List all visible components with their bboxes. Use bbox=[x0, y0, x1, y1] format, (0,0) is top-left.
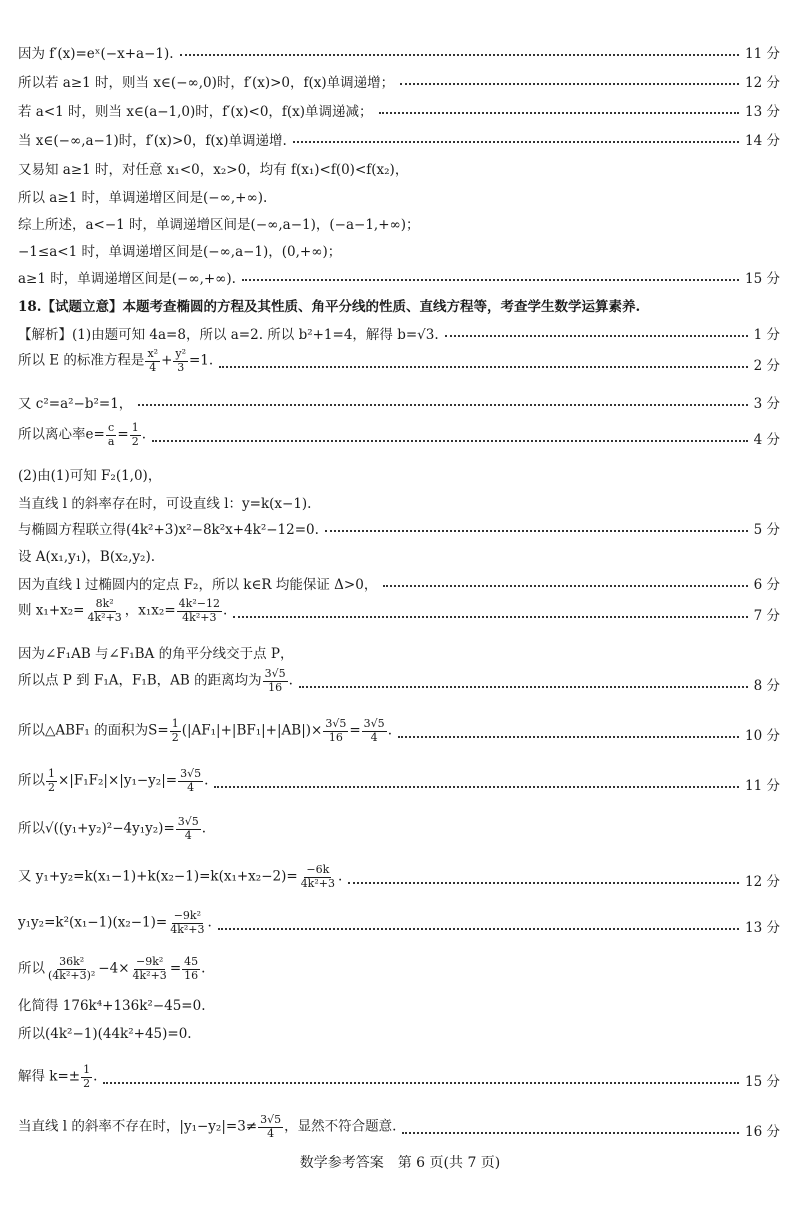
solution-line: 化简得 176k⁴+136k²−45=0. bbox=[18, 998, 206, 1014]
fraction: $\frac{1}{2}$ bbox=[48, 768, 55, 794]
score-label: 6 分 bbox=[753, 577, 780, 593]
score-label: 4 分 bbox=[753, 432, 780, 449]
fraction: $\frac{\text{−9k²}}{\text{4k²+3}}$ bbox=[170, 910, 205, 936]
solution-line: 设 A(x₁,y₁)，B(x₂,y₂). bbox=[18, 549, 156, 565]
solution-line: 因为 f′(x)=eˣ(−x+a−1). 11 分 bbox=[18, 42, 780, 62]
score-label: 16 分 bbox=[745, 1124, 780, 1141]
fraction: $\frac{c}{a}$ bbox=[107, 422, 115, 448]
fraction: $\frac{3√5}{4}$ bbox=[180, 768, 202, 794]
solution-line: 又 c²=a²−b²=1， 3 分 bbox=[18, 392, 780, 412]
fraction: $\frac{1}{2}$ bbox=[83, 1064, 91, 1090]
solution-line: 解得 k=± $\frac{1}{2}$ . 15 分 bbox=[18, 1064, 780, 1091]
solution-line: 所以点 P 到 F₁A，F₁B，AB 的距离均为 $\frac{3√5}{16}$ . 8 分 bbox=[18, 668, 780, 695]
score-label: 13 分 bbox=[745, 920, 780, 937]
score-label: 12 分 bbox=[745, 874, 780, 891]
solution-line: 所以 $\frac{1}{2}$ ×|F₁F₂|×|y₁−y₂|= $\frac{3√5}{4}$ . 11 分 bbox=[18, 768, 780, 795]
fraction: $\frac{\text{4k²−12}}{\text{4k²+3}}$ bbox=[178, 598, 220, 624]
solution-line: 所以(4k²−1)(44k²+45)=0. bbox=[18, 1026, 192, 1042]
fraction: $\frac{3√5}{4}$ bbox=[177, 816, 199, 842]
fraction: $\frac{\text{x²}}{4}$ bbox=[147, 348, 159, 374]
solution-line: 所以 a≥1 时，单调递增区间是(−∞,+∞). bbox=[18, 190, 268, 206]
score-label: 11 分 bbox=[745, 46, 780, 62]
solution-line: y₁y₂=k²(x₁−1)(x₂−1)= $\frac{\text{−9k²}}{\text{4k²+3}}$ . 13 分 bbox=[18, 910, 780, 937]
solution-line: 当直线 l 的斜率存在时，可设直线 l：y=k(x−1). bbox=[18, 496, 312, 512]
solution-line: 所以若 a≥1 时，则当 x∈(−∞,0)时，f′(x)>0，f(x)单调递增； 12 分 bbox=[18, 71, 780, 91]
solution-line: 因为∠F₁AB 与∠F₁BA 的角平分线交于点 P， bbox=[18, 646, 294, 662]
solution-line: 当 x∈(−∞,a−1)时，f′(x)>0，f(x)单调递增. 14 分 bbox=[18, 129, 780, 149]
fraction: $\frac{1}{2}$ bbox=[171, 718, 179, 744]
score-label: 11 分 bbox=[745, 778, 780, 795]
solution-line: 【解析】(1)由题可知 4a=8，所以 a=2. 所以 b²+1=4，解得 b=√3. 1 分 bbox=[18, 323, 780, 343]
fraction: $\frac{3√5}{16}$ bbox=[264, 668, 286, 694]
score-label: 2 分 bbox=[753, 358, 780, 375]
score-label: 15 分 bbox=[745, 1074, 780, 1091]
solution-line: 因为直线 l 过椭圆内的定点 F₂，所以 k∈R 均能保证 Δ>0， 6 分 bbox=[18, 573, 780, 593]
score-label: 10 分 bbox=[745, 728, 780, 745]
solution-line: 若 a<1 时，则当 x∈(a−1,0)时，f′(x)<0，f(x)单调递减； 13 分 bbox=[18, 100, 780, 120]
score-label: 1 分 bbox=[753, 327, 780, 343]
fraction: $\frac{\text{36k²}}{\text{(4k²+3)²}}$ bbox=[48, 956, 96, 982]
score-label: 12 分 bbox=[745, 75, 780, 91]
solution-line: 当直线 l 的斜率不存在时，|y₁−y₂|=3≠ $\frac{3√5}{4}$ ，显然不符合题意. 16 分 bbox=[18, 1114, 780, 1141]
solution-line: 所以离心率e= $\frac{c}{a}$ = $\frac{1}{2}$ . 4 分 bbox=[18, 422, 780, 449]
fraction: $\frac{\text{−9k²}}{\text{4k²+3}}$ bbox=[132, 956, 167, 982]
solution-line: 与椭圆方程联立得(4k²+3)x²−8k²x+4k²−12=0. 5 分 bbox=[18, 518, 780, 538]
score-label: 8 分 bbox=[753, 678, 780, 695]
solution-line: 综上所述，a<−1 时，单调递增区间是(−∞,a−1)，(−a−1,+∞)； bbox=[18, 217, 420, 233]
fraction: $\frac{3√5}{4}$ bbox=[363, 718, 385, 744]
solution-line: 所以 E 的标准方程是 $\frac{\text{x²}}{4}$ + $\frac{\text{y²}}{3}$ =1. 2 分 bbox=[18, 348, 780, 375]
solution-line: a≥1 时，单调递增区间是(−∞,+∞). 15 分 bbox=[18, 267, 780, 287]
solution-line: 又易知 a≥1 时，对任意 x₁<0，x₂>0，均有 f(x₁)<f(0)<f(x₂)， bbox=[18, 162, 409, 178]
question-heading: 18.【试题立意】本题考查椭圆的方程及其性质、角平分线的性质、直线方程等，考查学生数学运算素养. bbox=[18, 299, 641, 315]
score-label: 14 分 bbox=[745, 133, 780, 149]
solution-line: 所以√((y₁+y₂)²−4y₁y₂)= $\frac{3√5}{4}$ . bbox=[18, 816, 207, 842]
score-label: 13 分 bbox=[745, 104, 780, 120]
fraction: $\frac{3√5}{16}$ bbox=[325, 718, 347, 744]
fraction: $\frac{-6k}{\text{4k²+3}}$ bbox=[300, 864, 335, 890]
fraction: $\frac{1}{2}$ bbox=[131, 422, 139, 448]
score-label: 15 分 bbox=[745, 271, 780, 287]
fraction: $\frac{45}{16}$ bbox=[184, 956, 199, 982]
solution-line: 又 y₁+y₂=k(x₁−1)+k(x₂−1)=k(x₁+x₂−2)= $\frac{-6k}{\text{4k²+3}}$ . 12 分 bbox=[18, 864, 780, 891]
score-label: 5 分 bbox=[753, 522, 780, 538]
solution-line: 则 x₁+x₂= $\frac{\text{8k²}}{\text{4k²+3}}$ ，x₁x₂= $\frac{\text{4k²−12}}{\text{4k²+3}}$ . 7 分 bbox=[18, 598, 780, 625]
score-label: 7 分 bbox=[753, 608, 780, 625]
solution-line: −1≤a<1 时，单调递增区间是(−∞,a−1)，(0,+∞)； bbox=[18, 244, 342, 260]
solution-line: (2)由(1)可知 F₂(1,0)， bbox=[18, 468, 162, 484]
fraction: $\frac{\text{8k²}}{\text{4k²+3}}$ bbox=[87, 598, 122, 624]
solution-line: 所以 $\frac{\text{36k²}}{\text{(4k²+3)²}}$ −4× $\frac{\text{−9k²}}{\text{4k²+3}}$ = $\frac{45}{16}$ . bbox=[18, 956, 206, 982]
solution-line: 所以△ABF₁ 的面积为S= $\frac{1}{2}$ (|AF₁|+|BF₁|+|AB|)× $\frac{3√5}{16}$ = $\frac{3√5}{4}$ . 10 分 bbox=[18, 718, 780, 745]
fraction: $\frac{\text{y²}}{3}$ bbox=[175, 348, 186, 374]
score-label: 3 分 bbox=[753, 396, 780, 412]
fraction: $\frac{3√5}{4}$ bbox=[260, 1114, 282, 1140]
page-footer: 数学参考答案 第 6 页(共 7 页) bbox=[299, 1155, 501, 1171]
